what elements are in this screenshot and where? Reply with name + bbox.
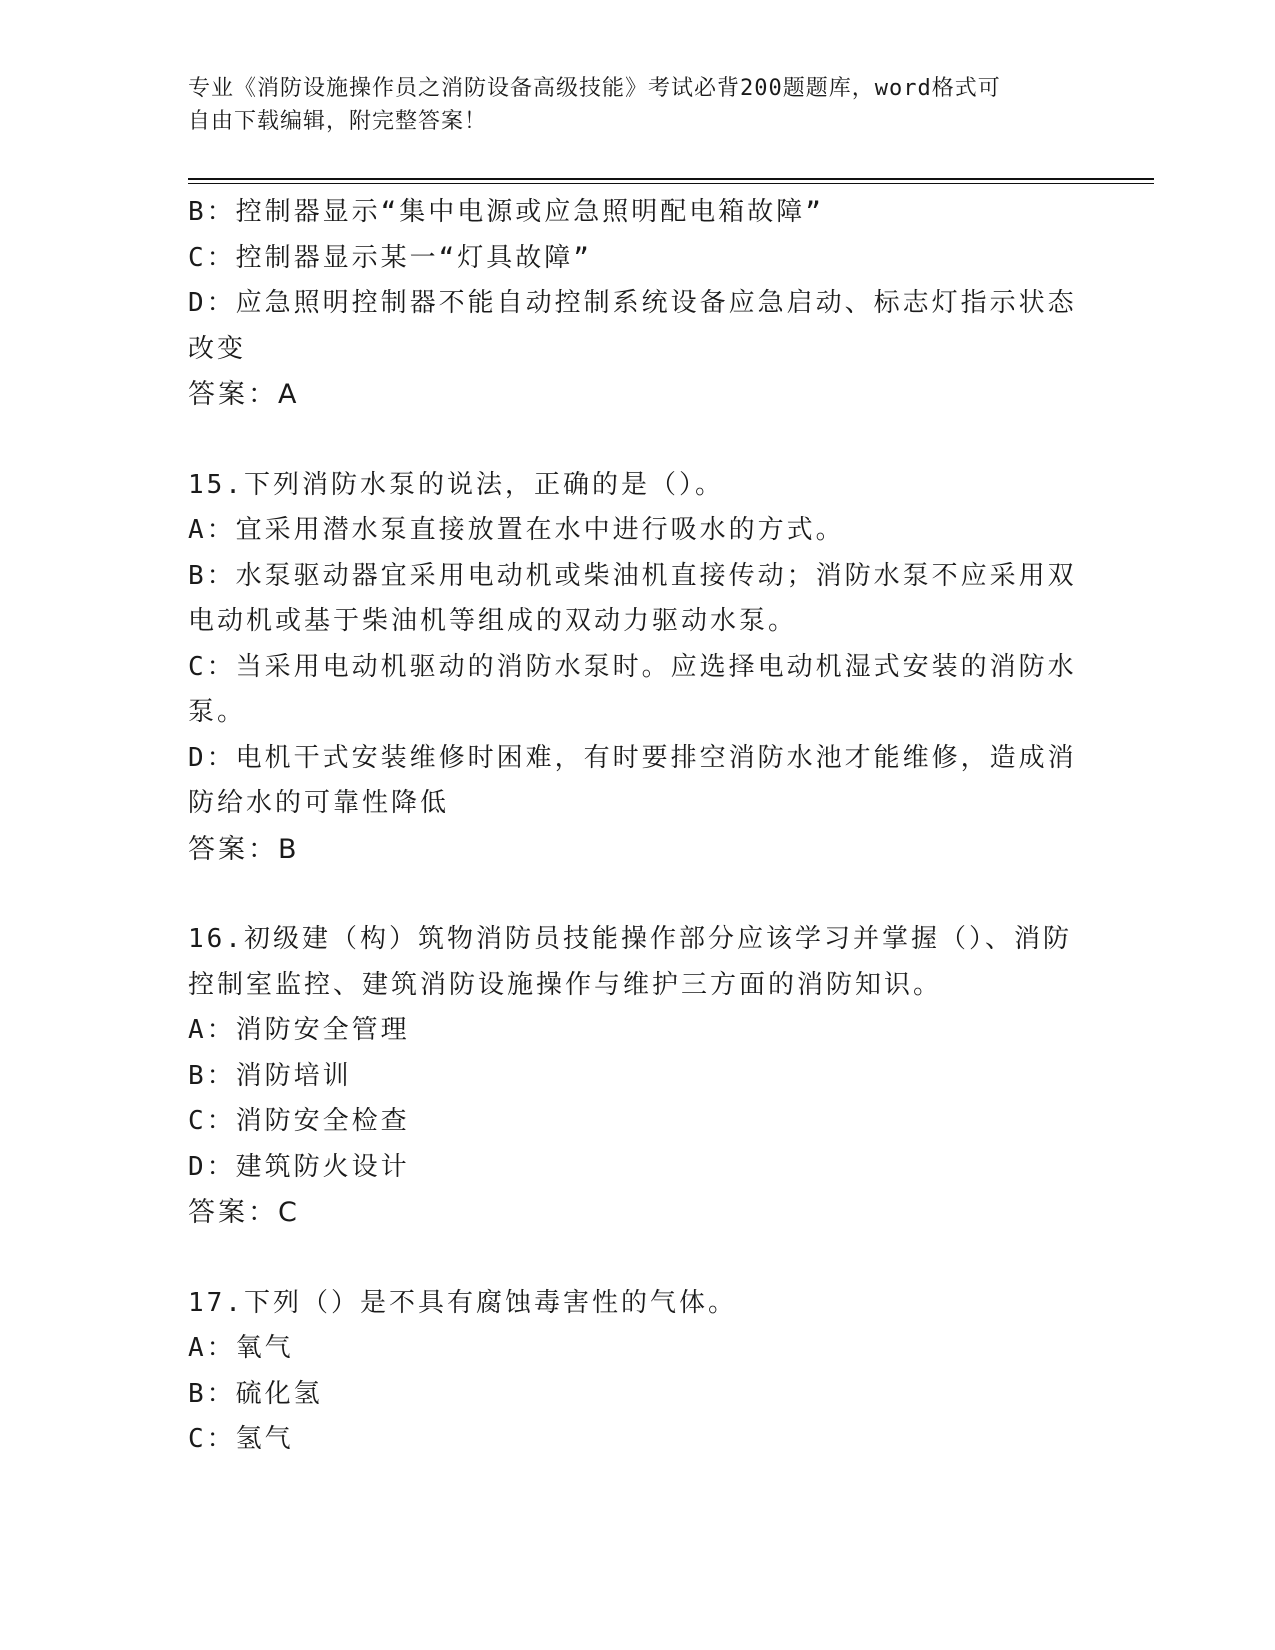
spacer (188, 418, 1078, 463)
option-a: A：氧气 (188, 1333, 294, 1363)
answer: 答案：B (188, 833, 300, 865)
option-c: C：消防安全检查 (188, 1106, 410, 1136)
option-b: B：控制器显示“集中电源或应急照明配电箱故障” (188, 197, 824, 227)
header-divider-thick (188, 178, 1154, 180)
question-14-tail (188, 190, 1078, 418)
option-b-cont: 电动机或基于柴油机等组成的双动力驱动水泵。 (188, 606, 798, 636)
spacer (188, 1236, 1078, 1281)
question-16 (188, 917, 1078, 1236)
option-b: B：硫化氢 (188, 1378, 323, 1409)
option-c-cont: 泵。 (188, 697, 247, 727)
spacer (188, 872, 1078, 917)
option-a: A：宜采用潜水泵直接放置在水中进行吸水的方式。 (188, 515, 845, 545)
question-stem: 16.初级建（构）筑物消防员技能操作部分应该学习并掌握（）、消防 (188, 924, 1072, 954)
question-15 (188, 463, 1078, 873)
answer: 答案：C (188, 1197, 300, 1228)
option-c: C：氢气 (188, 1424, 294, 1454)
header-line-1: 专业《消防设施操作员之消防设备高级技能》考试必背200题题库，word格式可 (188, 76, 1001, 101)
question-stem: 17.下列（）是不具有腐蚀毒害性的气体。 (188, 1287, 737, 1318)
header-divider-thin (188, 183, 1154, 184)
option-b: B：水泵驱动器宜采用电动机或柴油机直接传动；消防水泵不应采用双 (188, 560, 1077, 591)
header-line-2: 自由下载编辑，附完整答案！ (188, 109, 488, 134)
option-d-cont: 改变 (188, 333, 247, 364)
option-d: D：建筑防火设计 (188, 1151, 410, 1182)
option-d-cont: 防给水的可靠性降低 (188, 788, 450, 818)
question-stem-cont: 控制室监控、建筑消防设施操作与维护三方面的消防知识。 (188, 969, 943, 1000)
option-c: C：控制器显示某一“灯具故障” (188, 242, 592, 273)
document-header (188, 72, 1068, 138)
option-d: D：应急照明控制器不能自动控制系统设备应急启动、标志灯指示状态 (188, 288, 1077, 318)
answer: 答案：A (188, 379, 300, 410)
question-stem: 15.下列消防水泵的说法，正确的是（）。 (188, 469, 724, 500)
question-list (188, 190, 1078, 1463)
question-17 (188, 1281, 1078, 1463)
option-b: B：消防培训 (188, 1060, 352, 1091)
option-c: C：当采用电动机驱动的消防水泵时。应选择电动机湿式安装的消防水 (188, 651, 1077, 682)
option-a: A：消防安全管理 (188, 1015, 410, 1045)
option-d: D：电机干式安装维修时困难，有时要排空消防水池才能维修，造成消 (188, 742, 1077, 773)
